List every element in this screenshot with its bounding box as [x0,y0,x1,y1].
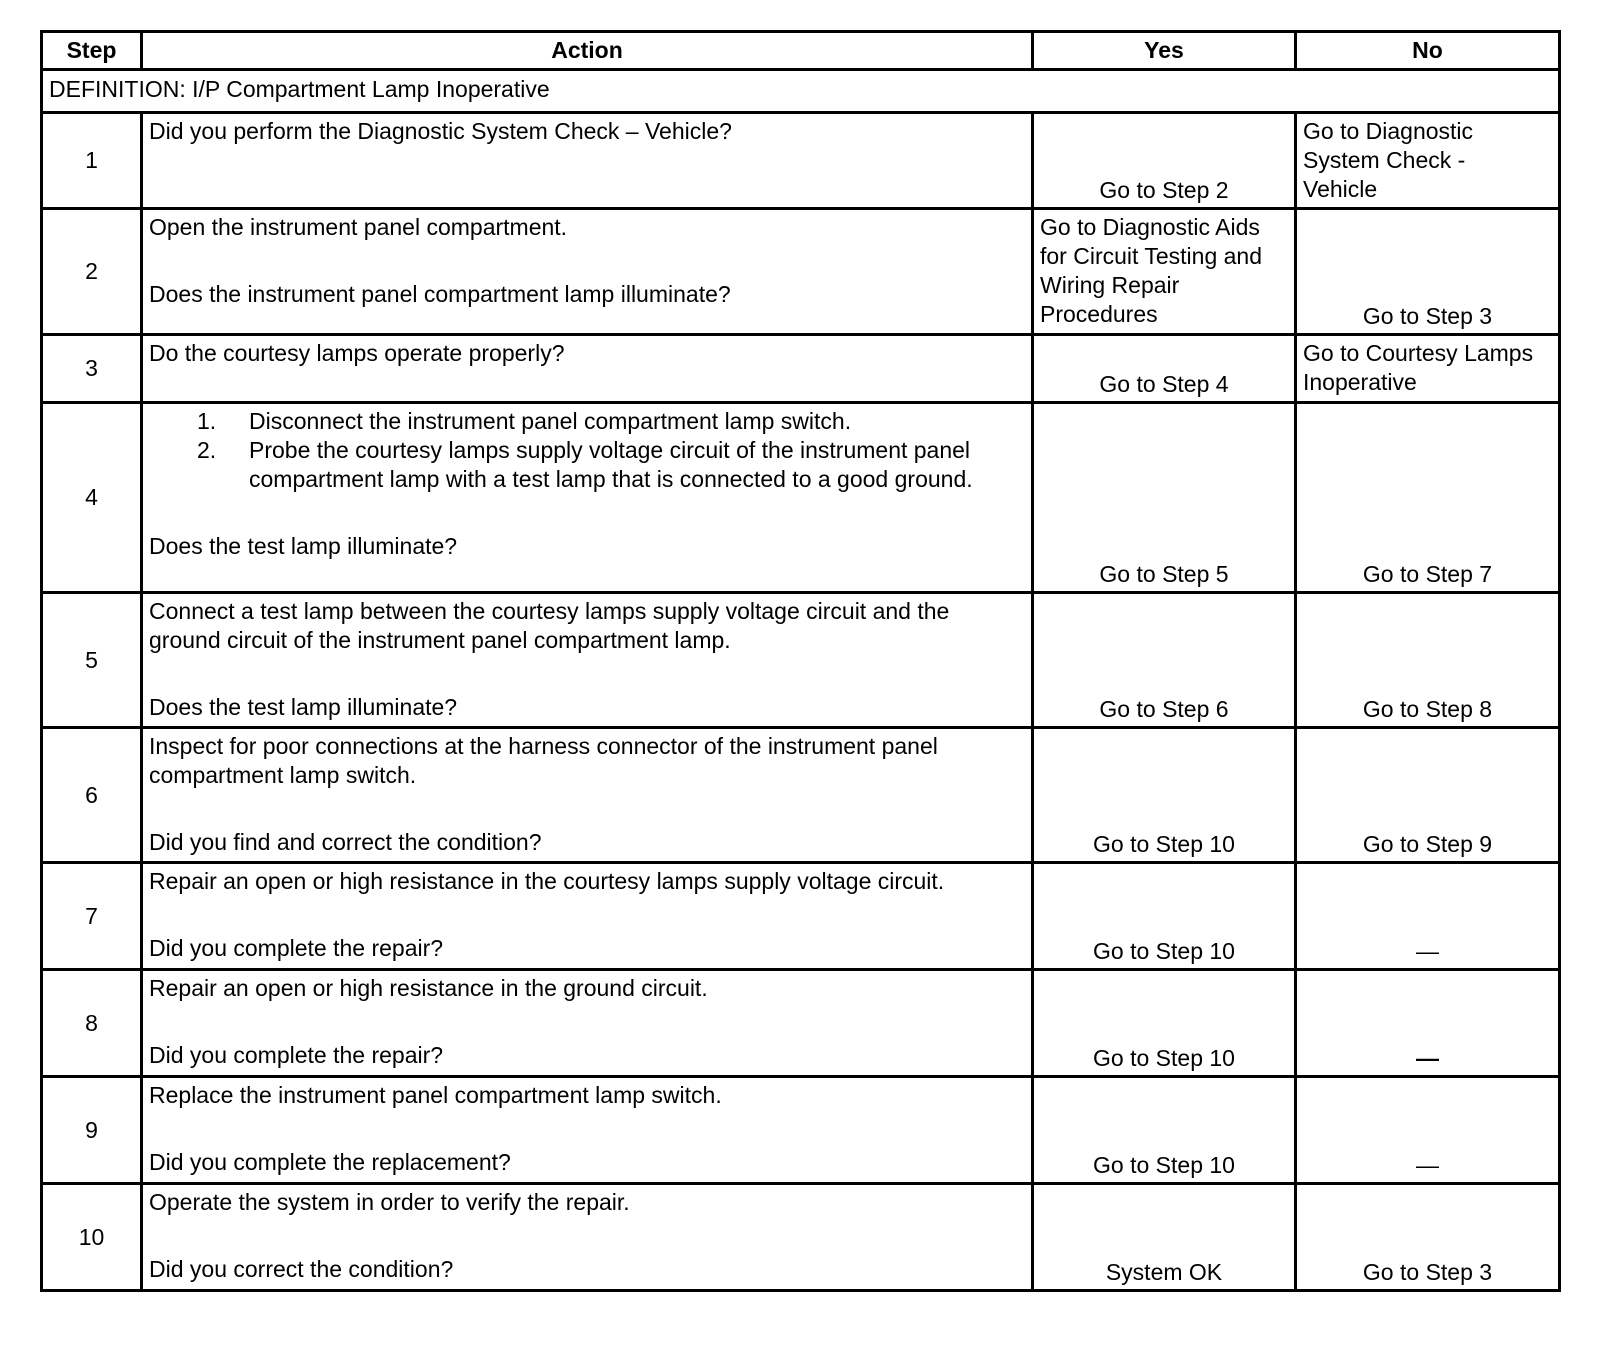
table-row [42,863,1560,970]
substep-text: Probe the courtesy lamps supply voltage circuit of the instrument panel compartment lamp with a test lamp that is connected to a good ground. [249,437,973,492]
no-cell: — [1296,863,1560,970]
no-cell: Go to Step 7 [1296,403,1560,593]
action-cell [142,113,1033,209]
table-row [42,593,1560,728]
header-row [42,32,1560,70]
step-number: 2 [42,209,142,335]
action-cell [142,1184,1033,1291]
substep-text: Disconnect the instrument panel compartment lamp switch. [249,408,852,434]
step-number: 4 [42,403,142,593]
header-step: Step [42,32,142,70]
step-number: 7 [42,863,142,970]
action-text: Open the instrument panel compartment. [149,214,568,240]
no-cell: Go to Step 3 [1296,209,1560,335]
diagnostic-table [40,30,1561,1292]
action-text: Operate the system in order to verify the repair. [149,1189,630,1215]
no-cell: — [1296,970,1560,1077]
action-cell [142,209,1033,335]
action-cell [142,863,1033,970]
action-text: Inspect for poor connections at the harness connector of the instrument panel compartment lamp switch. [149,733,938,788]
action-text: Do the courtesy lamps operate properly? [149,340,565,366]
list-item [197,407,1025,436]
definition-row [42,70,1560,113]
question-text: Did you find and correct the condition? [149,829,542,855]
action-cell [142,593,1033,728]
substep-number: 1. [197,408,217,434]
table-row [42,1077,1560,1184]
action-cell [142,403,1033,593]
step-number: 3 [42,335,142,403]
substep-list [149,407,1025,494]
yes-cell: Go to Step 6 [1033,593,1296,728]
question-text: Did you complete the repair? [149,935,444,961]
no-cell: Go to Step 3 [1296,1184,1560,1291]
action-text: Replace the instrument panel compartment lamp switch. [149,1082,722,1108]
step-number: 9 [42,1077,142,1184]
action-text: Repair an open or high resistance in the ground circuit. [149,975,708,1001]
action-cell [142,1077,1033,1184]
no-cell: Go to Courtesy Lamps Inoperative [1296,335,1560,403]
question-text: Did you correct the condition? [149,1256,454,1282]
no-cell: Go to Diagnostic System Check - Vehicle [1296,113,1560,209]
list-item [197,436,1025,494]
step-number: 1 [42,113,142,209]
action-cell [142,970,1033,1077]
definition-text: DEFINITION: I/P Compartment Lamp Inoperative [42,70,1560,113]
no-cell: Go to Step 8 [1296,593,1560,728]
table-row [42,728,1560,863]
action-cell [142,335,1033,403]
action-cell [142,728,1033,863]
table-row [42,335,1560,403]
yes-cell: Go to Step 2 [1033,113,1296,209]
yes-cell: System OK [1033,1184,1296,1291]
yes-cell: Go to Step 5 [1033,403,1296,593]
table-row [42,113,1560,209]
step-number: 10 [42,1184,142,1291]
step-number: 8 [42,970,142,1077]
yes-cell: Go to Step 10 [1033,728,1296,863]
question-text: Does the instrument panel compartment lamp illuminate? [149,281,731,307]
question-text: Did you complete the replacement? [149,1149,511,1175]
action-text: Connect a test lamp between the courtesy lamps supply voltage circuit and the ground circuit of the instrument panel compartment lamp. [149,598,950,653]
yes-cell: Go to Step 10 [1033,970,1296,1077]
question-text: Does the test lamp illuminate? [149,533,458,559]
no-cell: — [1296,1077,1560,1184]
question-text: Did you complete the repair? [149,1042,444,1068]
question-text: Does the test lamp illuminate? [149,694,458,720]
substep-number: 2. [197,437,217,463]
table-row [42,209,1560,335]
no-cell: Go to Step 9 [1296,728,1560,863]
yes-cell: Go to Step 10 [1033,863,1296,970]
action-text: Did you perform the Diagnostic System Check – Vehicle? [149,118,732,144]
step-number: 6 [42,728,142,863]
header-action: Action [142,32,1033,70]
step-number: 5 [42,593,142,728]
table-row [42,970,1560,1077]
action-text: Repair an open or high resistance in the courtesy lamps supply voltage circuit. [149,868,945,894]
header-no: No [1296,32,1560,70]
yes-cell: Go to Step 10 [1033,1077,1296,1184]
table-row [42,403,1560,593]
header-yes: Yes [1033,32,1296,70]
yes-cell: Go to Diagnostic Aids for Circuit Testing and Wiring Repair Procedures [1033,209,1296,335]
table-row [42,1184,1560,1291]
yes-cell: Go to Step 4 [1033,335,1296,403]
